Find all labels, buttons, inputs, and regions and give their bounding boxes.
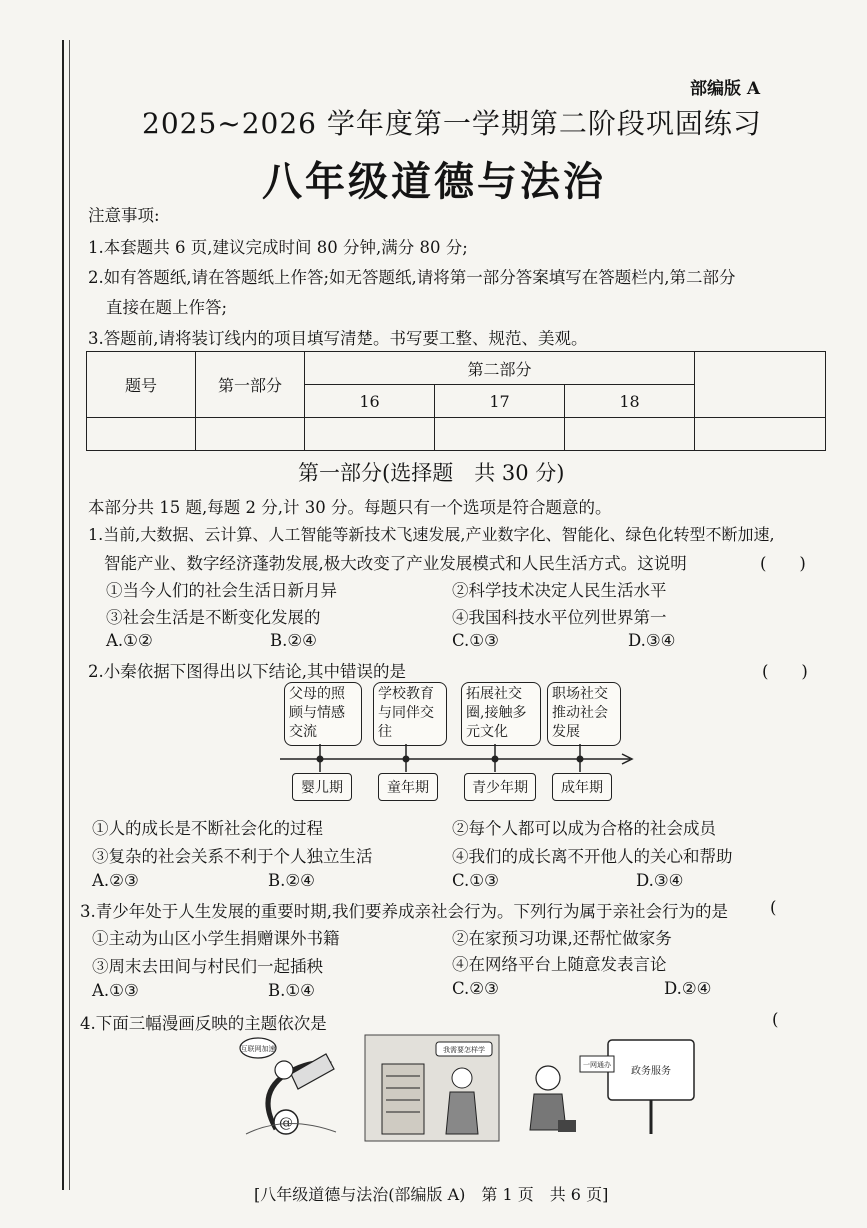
q2-option-b[interactable]: B.②④ xyxy=(268,871,315,890)
q1-option-c[interactable]: C.①③ xyxy=(452,631,499,650)
comic-government-service-illustration xyxy=(518,1034,698,1142)
notice-item: 直接在题上作答; xyxy=(106,298,228,317)
q2-stem: 2.小秦依据下图得出以下结论,其中错误的是 xyxy=(88,662,406,681)
comic2-bubble-text: 我需要怎样学 xyxy=(443,1046,485,1054)
notice-item: 3.答题前,请将装订线内的项目填写清楚。书写要工整、规范、美观。 xyxy=(88,329,588,348)
stage-label: 成年期 xyxy=(552,773,612,801)
binding-line xyxy=(62,40,64,1190)
q4-answer-bracket[interactable]: ( xyxy=(772,1010,779,1029)
svg-text:@: @ xyxy=(279,1115,293,1131)
timeline-box: 职场社交推动社会发展 xyxy=(547,682,621,746)
q4-stem: 4.下面三幅漫画反映的主题依次是 xyxy=(80,1014,327,1033)
q3-option-a[interactable]: A.①③ xyxy=(92,981,139,1000)
q1-statement: ①当今人们的社会生活日新月异 xyxy=(106,581,337,600)
comic-learning-illustration xyxy=(364,1034,500,1142)
score-cell[interactable] xyxy=(196,418,305,451)
q2-option-c[interactable]: C.①③ xyxy=(452,871,499,890)
q1-option-b[interactable]: B.②④ xyxy=(270,631,317,650)
question-17: 17 xyxy=(435,385,565,418)
section-title: 第一部分(选择题 共 30 分) xyxy=(298,461,565,485)
notice-item: 2.如有答题纸,请在答题纸上作答;如无答题纸,请将第一部分答案填写在答题栏内,第二部分 xyxy=(88,268,736,287)
q1-stem: 智能产业、数字经济蓬勃发展,极大改变了产业发展模式和人民生活方式。这说明 xyxy=(104,554,687,573)
stage-label: 青少年期 xyxy=(464,773,536,801)
comic-internet-illustration xyxy=(236,1034,344,1142)
q3-statement: ②在家预习功课,还帮忙做家务 xyxy=(452,929,672,948)
q3-option-b[interactable]: B.①④ xyxy=(268,981,315,1000)
score-cell[interactable] xyxy=(305,418,435,451)
question-18: 18 xyxy=(565,385,695,418)
comic3-board-text: 政务服务 xyxy=(631,1066,671,1077)
q2-statement: ③复杂的社会关系不利于个人独立生活 xyxy=(92,847,373,866)
q2-statement: ①人的成长是不断社会化的过程 xyxy=(92,819,323,838)
q1-statement: ③社会生活是不断变化发展的 xyxy=(106,608,321,627)
page-footer: [八年级道德与法治(部编版 A) 第 1 页 共 6 页] xyxy=(254,1185,609,1204)
q2-statement: ②每个人都可以成为合格的社会成员 xyxy=(452,819,716,838)
question-16: 16 xyxy=(305,385,435,418)
edition-label: 部编版 A xyxy=(690,79,761,99)
timeline-box: 父母的照顾与情感交流 xyxy=(284,682,362,746)
score-cell[interactable] xyxy=(695,418,826,451)
part1-header: 第一部分 xyxy=(196,352,305,418)
q3-option-c[interactable]: C.②③ xyxy=(452,979,499,998)
section-instructions: 本部分共 15 题,每题 2 分,计 30 分。每题只有一个选项是符合题意的。 xyxy=(88,498,612,517)
timeline-box: 拓展社交圈,接触多元文化 xyxy=(461,682,541,746)
comic3-sign-text: 一网通办 xyxy=(583,1061,611,1069)
q2-option-a[interactable]: A.②③ xyxy=(92,871,139,890)
q1-option-a[interactable]: A.①② xyxy=(106,631,153,650)
q3-option-d[interactable]: D.②④ xyxy=(664,979,712,998)
stage-label: 婴儿期 xyxy=(292,773,352,801)
q3-statement: ③周末去田间与村民们一起插秧 xyxy=(92,957,323,976)
q1-statement: ②科学技术决定人民生活水平 xyxy=(452,581,667,600)
comic1-bubble-text: 互联网加速 xyxy=(240,1045,276,1053)
question-number-header: 题号 xyxy=(87,352,196,418)
q1-option-d[interactable]: D.③④ xyxy=(628,631,676,650)
subject-title: 八年级道德与法治 xyxy=(262,159,606,205)
q1-answer-bracket[interactable]: ( ) xyxy=(760,554,806,573)
q3-stem: 3.青少年处于人生发展的重要时期,我们要养成亲社会行为。下列行为属于亲社会行为的是 xyxy=(80,902,728,921)
stage-label: 童年期 xyxy=(378,773,438,801)
q2-option-d[interactable]: D.③④ xyxy=(636,871,684,890)
growth-timeline-diagram xyxy=(280,676,640,808)
exam-title: 2025~2026 学年度第一学期第二阶段巩固练习 xyxy=(142,107,762,140)
score-cell[interactable] xyxy=(87,418,196,451)
q1-statement: ④我国科技水平位列世界第一 xyxy=(452,608,667,627)
notice-heading: 注意事项: xyxy=(88,206,160,225)
q3-answer-bracket[interactable]: ( xyxy=(770,898,777,917)
notice-item: 1.本套题共 6 页,建议完成时间 80 分钟,满分 80 分; xyxy=(88,238,468,257)
q2-answer-bracket[interactable]: ( ) xyxy=(762,662,808,681)
binding-line xyxy=(69,40,70,1190)
part2-header: 第二部分 xyxy=(305,352,695,385)
timeline-box: 学校教育与同伴交往 xyxy=(373,682,447,746)
q2-statement: ④我们的成长离不开他人的关心和帮助 xyxy=(452,847,733,866)
q1-stem: 1.当前,大数据、云计算、人工智能等新技术飞速发展,产业数字化、智能化、绿色化转型不断加速, xyxy=(88,525,775,544)
q3-statement: ①主动为山区小学生捐赠课外书籍 xyxy=(92,929,340,948)
score-cell[interactable] xyxy=(565,418,695,451)
score-table xyxy=(86,351,826,451)
blank-cell xyxy=(695,352,826,418)
q3-statement: ④在网络平台上随意发表言论 xyxy=(452,955,667,974)
score-cell[interactable] xyxy=(435,418,565,451)
